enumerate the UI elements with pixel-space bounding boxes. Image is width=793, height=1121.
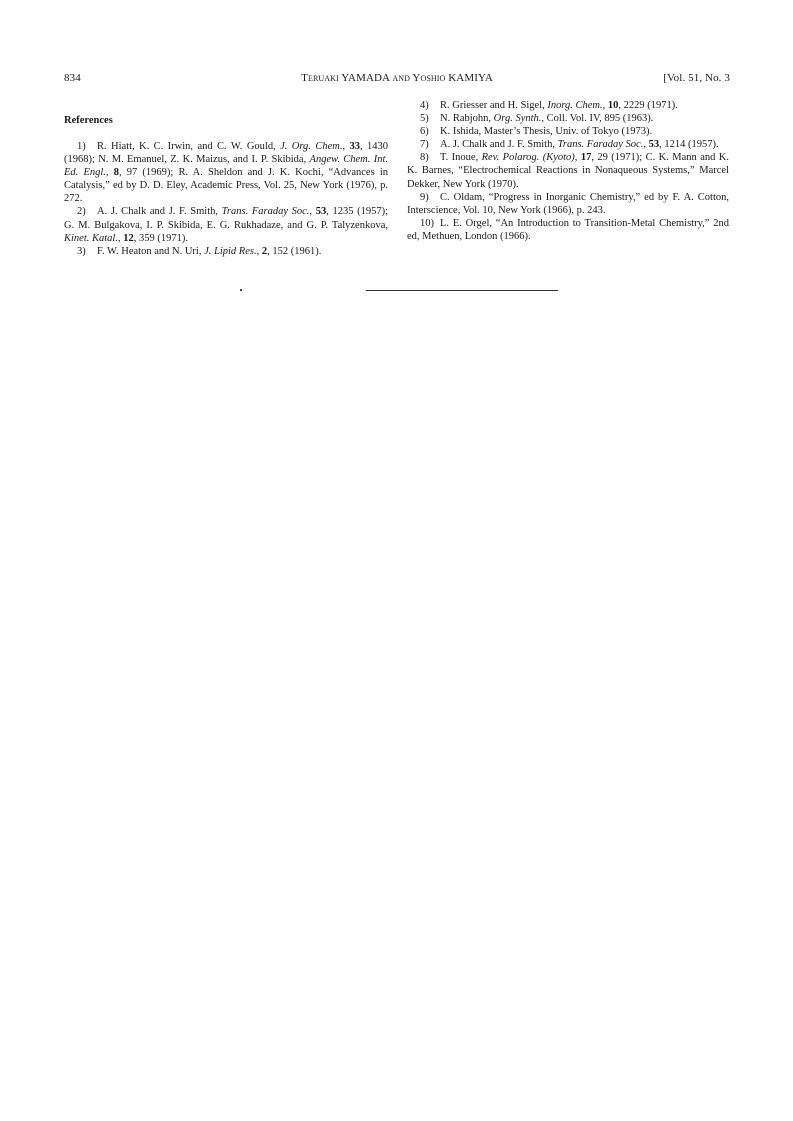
reference-text: , (643, 139, 649, 151)
journal-title: Rev. Polarog. (Kyoto) (481, 152, 575, 164)
reference-number: 1) (77, 141, 86, 152)
reference-entry (407, 191, 729, 217)
reference-number: 9) (420, 191, 429, 203)
reference-number: 10) (420, 217, 434, 229)
reference-text: , 97 (1969); R. A. Sheldon and J. K. Kochi, “Advances in Catalysis,” ed by D. D. Eley, Academic Press, Vol. 25, New York (1976), p. 272. (64, 167, 389, 205)
reference-text: , 1235 (1957); G. M. Bulgakova, I. P. Skibida, E. G. Rukhadaze, and G. P. Talyzenkova, (64, 206, 389, 231)
reference-entry (407, 112, 729, 125)
volume-number: 12 (123, 232, 134, 244)
reference-text: F. W. Heaton and N. Uri, (97, 245, 205, 257)
reference-number: 3) (77, 245, 86, 257)
volume-number: 2 (261, 245, 268, 257)
reference-text: , 359 (1971). (133, 232, 188, 244)
reference-text: , 2229 (1971). (618, 100, 678, 111)
volume-number: 53 (648, 139, 660, 151)
reference-text: , (309, 206, 316, 218)
reference-number: 8) (420, 152, 429, 164)
journal-title: Trans. Faraday Soc. (557, 139, 644, 151)
reference-text: , 1430 (1968); N. M. Emanuel, Z. K. Maizus, and I. P. Skibida, (64, 141, 389, 166)
reference-entry (64, 205, 388, 244)
running-header (64, 72, 730, 88)
references-heading: References (64, 115, 113, 126)
volume-issue: [Vol. 51, No. 3 (663, 72, 730, 84)
journal-title: Kinet. Katal. (64, 232, 118, 244)
reference-text: C. Oldam, “Progress in Inorganic Chemistry,” ed by F. A. Cotton, Interscience, Vol. 10, New York (1966), p. 243. (407, 191, 729, 216)
running-authors: Teruaki YAMADA and Yoshio KAMIYA (301, 72, 493, 84)
reference-number: 7) (420, 139, 429, 151)
reference-text: A. J. Chalk and J. F. Smith, (440, 139, 558, 151)
reference-entry (407, 151, 729, 190)
reference-number: 5) (420, 113, 429, 125)
reference-text: R. Griesser and H. Sigel, (440, 100, 548, 111)
end-rule-divider (366, 290, 558, 291)
volume-number: 53 (315, 206, 327, 218)
volume-number: 17 (580, 152, 592, 164)
reference-text: , (602, 100, 608, 111)
reference-text: , 152 (1961). (267, 245, 322, 257)
reference-text: K. Ishida, Master’s Thesis, Univ. of Tokyo (1973). (440, 126, 653, 138)
journal-title: Trans. Faraday Soc. (221, 206, 310, 218)
reference-entry (407, 99, 729, 112)
reference-text: T. Inoue, (440, 152, 482, 164)
volume-number: 10 (607, 100, 619, 111)
journal-title: J. Lipid Res. (204, 245, 257, 257)
reference-text: , (256, 245, 262, 257)
volume-number: 8 (113, 167, 119, 179)
reference-entry (407, 138, 729, 151)
stray-dot (240, 289, 242, 291)
reference-text: , (574, 152, 581, 164)
page-number: 834 (64, 72, 81, 84)
reference-entry (64, 245, 388, 258)
reference-text: , 1214 (1957). (659, 139, 719, 151)
references-column-left (64, 140, 388, 258)
reference-text: , (117, 232, 124, 244)
journal-title: Angew. Chem. Int. Ed. Engl. (64, 154, 388, 179)
reference-text: , 29 (1971); C. K. Mann and K. K. Barnes, “Electrochemical Reactions in Nonaqueous Systems,” Marcel Dekker, New York (1970). (407, 152, 730, 190)
reference-text: , Coll. Vol. IV, 895 (1963). (541, 113, 654, 125)
reference-number: 2) (77, 206, 86, 218)
reference-number: 6) (420, 126, 429, 138)
reference-number: 4) (420, 100, 429, 111)
reference-entry (64, 140, 388, 205)
references-column-right (407, 99, 729, 243)
reference-text: N. Rabjohn, (440, 113, 494, 125)
reference-text: R. Hiatt, K. C. Irwin, and C. W. Gould, (97, 141, 281, 152)
journal-title: Org. Synth. (493, 113, 542, 125)
journal-title: Inorg. Chem. (547, 100, 603, 111)
journal-title: J. Org. Chem. (280, 141, 343, 152)
reference-text: A. J. Chalk and J. F. Smith, (97, 206, 222, 218)
reference-text: , (105, 167, 114, 179)
reference-entry (407, 217, 729, 243)
reference-entry (407, 125, 729, 138)
reference-text: , (342, 141, 350, 152)
volume-number: 33 (349, 141, 360, 152)
reference-text: L. E. Orgel, “An Introduction to Transition-Metal Chemistry,” 2nd ed, Methuen, London (1966). (407, 217, 729, 242)
